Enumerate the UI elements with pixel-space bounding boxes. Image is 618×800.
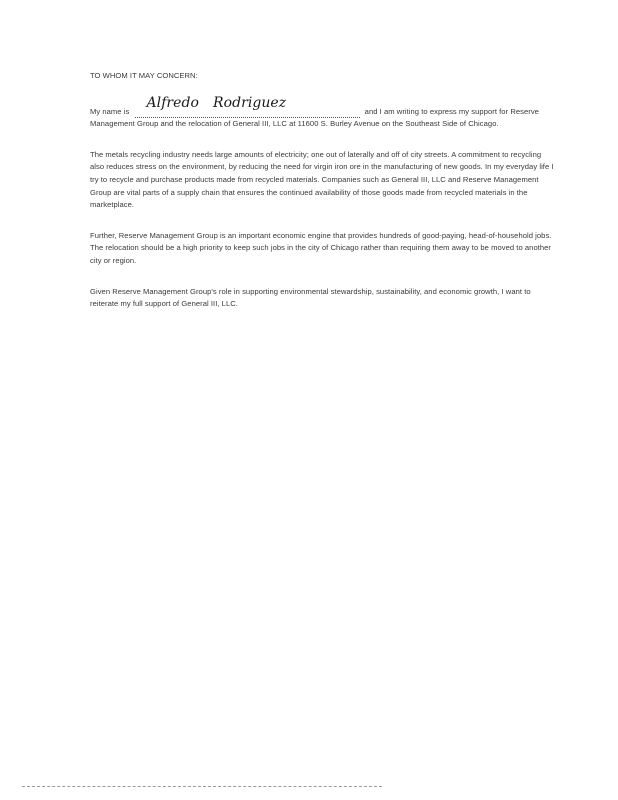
intro-prefix: My name is xyxy=(90,106,130,116)
handwritten-name-field xyxy=(135,94,360,118)
closing-paragraph: Given Reserve Management Group's role in supporting environmental stewardship, sustainability, and economic growth, I want to reiterate my full support of General III, LLC. xyxy=(90,286,531,309)
salutation: TO WHOM IT MAY CONCERN: xyxy=(90,71,198,80)
intro-suffix: and I am writing to express my support for Reserve Management Group and the relocation of General III, LLC at 11600 S. Burley Avenue on the Southeast Side of Chicago. xyxy=(90,106,539,129)
scan-footer-line xyxy=(22,786,382,793)
handwritten-name xyxy=(147,95,301,111)
handwritten-first-name: Alfredo xyxy=(146,94,199,111)
economic-paragraph: Further, Reserve Management Group is an important economic engine that provides hundreds of good-paying, head-of-household jobs. The relocation should be a high priority to keep such jobs in the city of Chicago rather than requiring them away to be moved to another city or region. xyxy=(90,230,552,265)
recycling-paragraph: The metals recycling industry needs large amounts of electricity; one out of laterally and off of city streets. A commitment to recycling also reduces stress on the environment, by reducing the need for virgin iron ore in the manufacturing of new goods. In my everyday life I try to recycle and purchase products made from recycled materials. Companies such as General III, LLC and Reserve Management Group are vital parts of a supply chain that ensures the continued availability of those goods made from recycled materials in the marketplace. xyxy=(90,149,554,210)
letter-body xyxy=(90,70,555,329)
handwritten-last-name: Rodriguez xyxy=(213,94,287,111)
intro-paragraph xyxy=(90,94,555,131)
